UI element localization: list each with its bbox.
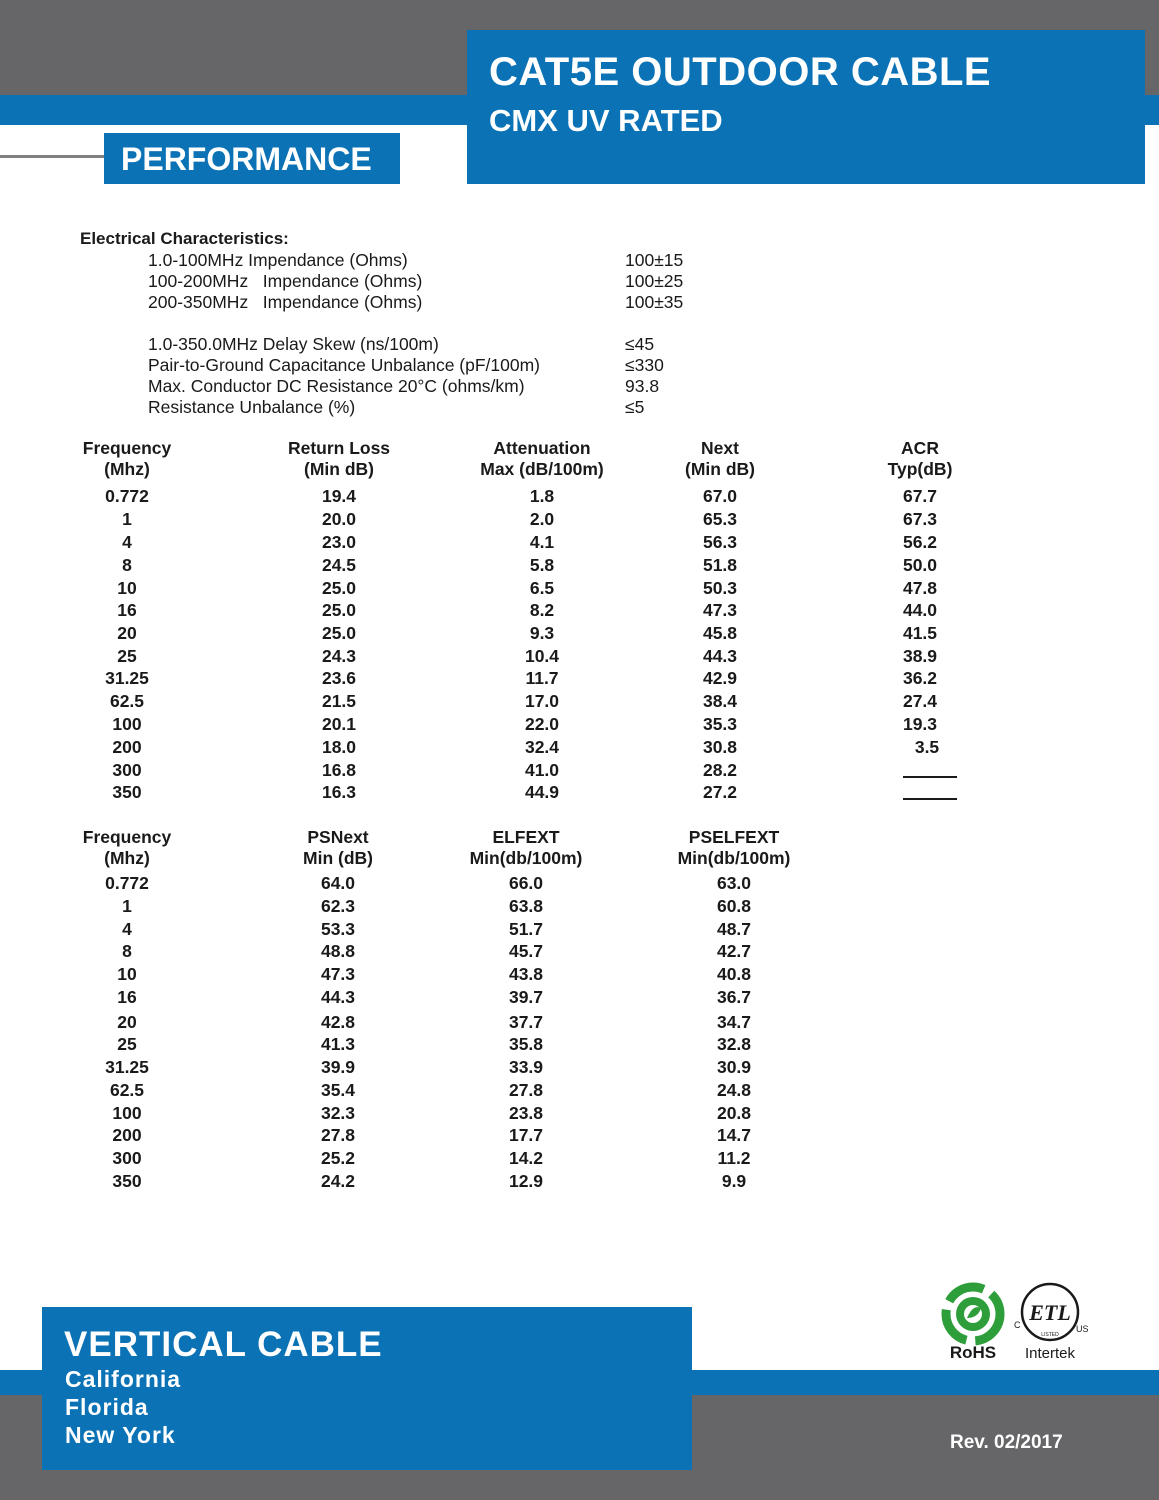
company-box [42,1307,692,1470]
table-cell: 45.7 [508,941,544,961]
table-cell: 47.8 [902,578,938,598]
table-cell: 47.3 [320,964,356,984]
column-header-line: Min(db/100m) [469,848,583,868]
table-cell: 300 [112,1148,142,1168]
column-header-line: Frequency [82,827,172,847]
column-header-line: Return Loss [287,438,391,458]
table-cell: 35.8 [508,1034,544,1054]
column-header-line: (Min dB) [685,459,755,479]
page-title: CAT5E OUTDOOR CABLE [489,50,992,94]
table-cell: 16.3 [321,782,357,802]
etl-text: ETL [1029,1300,1071,1325]
table-cell: 62.5 [109,1080,145,1100]
table-cell: 23.0 [321,532,357,552]
electrical-value: ≤45 [625,334,655,354]
etl-listed-text: LISTED [1041,1332,1059,1338]
table-cell: 5.8 [529,555,555,575]
etl-us-text: US [1076,1324,1089,1334]
table-cell: 25.0 [321,600,357,620]
table-cell: 16 [117,600,137,620]
rohs-logo [940,1282,1006,1362]
table-cell: 63.0 [716,873,752,893]
table-cell: 31.25 [105,1057,149,1077]
intertek-text: Intertek [1024,1345,1076,1362]
revision-label: Rev. 02/2017 [950,1432,1063,1453]
electrical-value: 100±25 [625,271,684,291]
electrical-label: Resistance Unbalance (%) [148,397,356,417]
table-cell: 67.3 [902,509,938,529]
table-cell: 20.1 [321,714,357,734]
table-cell: 38.4 [702,691,738,711]
column-header-line: Attenuation [493,438,591,458]
table-cell: 20.0 [321,509,357,529]
table-cell: 23.6 [321,668,357,688]
column-header [288,438,390,480]
table-cell: 16 [117,987,137,1007]
table-cell: 0.772 [105,486,149,506]
table-cell: 18.0 [321,737,357,757]
table-cell: 34.7 [716,1012,752,1032]
table-cell: 42.7 [716,941,752,961]
table-cell: 24.2 [320,1171,356,1191]
electrical-label: 100-200MHz Impendance (Ohms) [148,271,423,291]
table-cell: 44.3 [702,646,738,666]
table-cell: 44.0 [902,600,938,620]
table-cell: 44.3 [320,987,356,1007]
table-cell: 25 [117,1034,137,1054]
column-header-line: PSNext [307,827,369,847]
electrical-label: Max. Conductor DC Resistance 20°C (ohms/km) [148,376,525,396]
table-cell: 16.8 [321,760,357,780]
table-cell: 50.3 [702,578,738,598]
column-header [678,827,791,869]
table-cell: 39.7 [508,987,544,1007]
table-cell: 3.5 [914,737,940,757]
table-cell: 39.9 [320,1057,356,1077]
page-subtitle: CMX UV RATED [489,103,723,138]
column-header-line: (Mhz) [104,848,150,868]
table-cell: 8 [122,555,132,575]
table-cell: 10.4 [524,646,560,666]
column-header-line: ELFEXT [492,827,560,847]
table-cell: 25.2 [320,1148,356,1168]
table-cell: 35.3 [702,714,738,734]
electrical-label: 1.0-100MHz Impendance (Ohms) [148,250,408,270]
column-header [470,827,583,869]
table-cell: 200 [112,1125,142,1145]
table-cell: 27.2 [702,782,738,802]
table-cell: 56.3 [702,532,738,552]
table-cell: 44.9 [524,782,560,802]
table-cell: 48.7 [716,919,752,939]
table-cell: 30.8 [702,737,738,757]
table-cell: 11.7 [525,668,559,688]
table-cell: 2.0 [529,509,555,529]
location-new-york: New York [65,1422,176,1448]
table-cell: 20 [117,1012,137,1032]
table-cell: 25.0 [321,578,357,598]
table-cell: 35.4 [320,1080,356,1100]
table-cell: 17.7 [508,1125,544,1145]
column-header-line: PSELFEXT [688,827,780,847]
table-cell: 20.8 [716,1103,752,1123]
table-cell: 32.4 [524,737,560,757]
table-cell: 100 [112,1103,142,1123]
table-cell: 30.9 [716,1057,752,1077]
column-header-line: Frequency [82,438,172,458]
location-florida: Florida [65,1394,149,1420]
column-header-line: Min (dB) [303,848,373,868]
table-cell: 60.8 [716,896,752,916]
table-cell: 32.3 [320,1103,356,1123]
column-header [303,827,373,869]
table-cell: 14.2 [508,1148,544,1168]
column-header-line: Min(db/100m) [677,848,791,868]
table-cell: 25 [117,646,137,666]
title-box [467,30,1145,184]
table-cell: 21.5 [321,691,357,711]
table-cell: 22.0 [524,714,560,734]
table-cell: 27.4 [902,691,938,711]
electrical-label: 200-350MHz Impendance (Ohms) [148,292,423,312]
section-label-box [104,133,400,184]
table-cell: 48.8 [320,941,356,961]
table-cell: 350 [112,782,142,802]
company-name: VERTICAL CABLE [64,1325,383,1364]
table-cell: 25.0 [321,623,357,643]
table-cell: 1.8 [529,486,555,506]
table-cell: 100 [112,714,142,734]
electrical-value: ≤5 [625,397,645,417]
column-header-line: Max (dB/100m) [480,459,604,479]
table-cell: 41.3 [320,1034,356,1054]
table-cell: 63.8 [508,896,544,916]
table-cell: 200 [112,737,142,757]
etl-c-text: C [1014,1320,1021,1330]
table-cell: 45.8 [702,623,738,643]
column-header-line: ACR [901,438,939,458]
electrical-value: ≤330 [625,355,664,375]
table-cell: 9.9 [721,1171,747,1191]
table-cell: 43.8 [508,964,544,984]
table-cell: 4 [122,532,132,552]
column-header [480,438,604,480]
column-header [83,827,172,869]
table-cell: 50.0 [902,555,938,575]
table-cell: 1 [122,509,132,529]
table-cell: 27.8 [320,1125,356,1145]
table-cell: 51.8 [702,555,738,575]
table-cell: 65.3 [702,509,738,529]
table-cell: 62.3 [320,896,356,916]
table-cell: 42.8 [320,1012,356,1032]
table-cell: 24.5 [321,555,357,575]
table-cell: 10 [117,964,137,984]
table-cell: 47.3 [702,600,738,620]
table-cell: 36.7 [716,987,752,1007]
table-cell: 24.3 [321,646,357,666]
table-cell: 0.772 [105,873,149,893]
table-cell: 32.8 [716,1034,752,1054]
table-cell: 37.7 [508,1012,544,1032]
table-cell: 20 [117,623,137,643]
table-cell: 8.2 [529,600,555,620]
table-cell: 12.9 [508,1171,544,1191]
table-cell: 67.0 [702,486,738,506]
electrical-label: Pair-to-Ground Capacitance Unbalance (pF/100m) [148,355,540,375]
table-cell: 51.7 [508,919,544,939]
table-cell: 42.9 [702,668,738,688]
electrical-value: 100±15 [625,250,684,270]
table-cell: 11.2 [717,1148,751,1168]
table-cell: 67.7 [902,486,938,506]
table-cell: 41.5 [902,623,938,643]
location-california: California [65,1366,182,1392]
table-cell: 33.9 [508,1057,544,1077]
etl-logo [1008,1280,1094,1362]
table-cell: 14.7 [716,1125,752,1145]
table-cell: 31.25 [105,668,149,688]
table-cell: 10 [117,578,137,598]
table-cell: 17.0 [524,691,560,711]
electrical-label: 1.0-350.0MHz Delay Skew (ns/100m) [148,334,439,354]
header-divider-line [0,155,110,158]
empty-value-line [903,776,957,778]
rohs-text: RoHS [949,1343,997,1362]
table-cell: 6.5 [529,578,555,598]
table-cell: 4 [122,919,132,939]
column-header [83,438,172,480]
table-cell: 8 [122,941,132,961]
column-header [888,438,953,480]
column-header-line: (Mhz) [104,459,150,479]
table-cell: 27.8 [508,1080,544,1100]
electrical-value: 93.8 [625,376,660,396]
column-header-line: (Min dB) [304,459,374,479]
column-header-line: Next [701,438,739,458]
table-cell: 56.2 [902,532,938,552]
table-cell: 53.3 [320,919,356,939]
table-cell: 40.8 [716,964,752,984]
empty-value-line [903,798,957,800]
table-cell: 36.2 [902,668,938,688]
table-cell: 38.9 [902,646,938,666]
table-cell: 62.5 [109,691,145,711]
electrical-value: 100±35 [625,292,684,312]
table-cell: 41.0 [524,760,560,780]
table-cell: 300 [112,760,142,780]
table-cell: 64.0 [320,873,356,893]
table-cell: 19.4 [321,486,357,506]
table-cell: 23.8 [508,1103,544,1123]
table-cell: 66.0 [508,873,544,893]
electrical-title: Electrical Characteristics: [80,229,289,248]
table-cell: 4.1 [529,532,555,552]
table-cell: 350 [112,1171,142,1191]
table-cell: 28.2 [702,760,738,780]
table-cell: 19.3 [902,714,938,734]
table-cell: 24.8 [716,1080,752,1100]
column-header-line: Typ(dB) [887,459,953,479]
section-label: PERFORMANCE [121,141,372,177]
table-cell: 1 [122,896,132,916]
table-cell: 9.3 [529,623,555,643]
column-header [685,438,755,480]
